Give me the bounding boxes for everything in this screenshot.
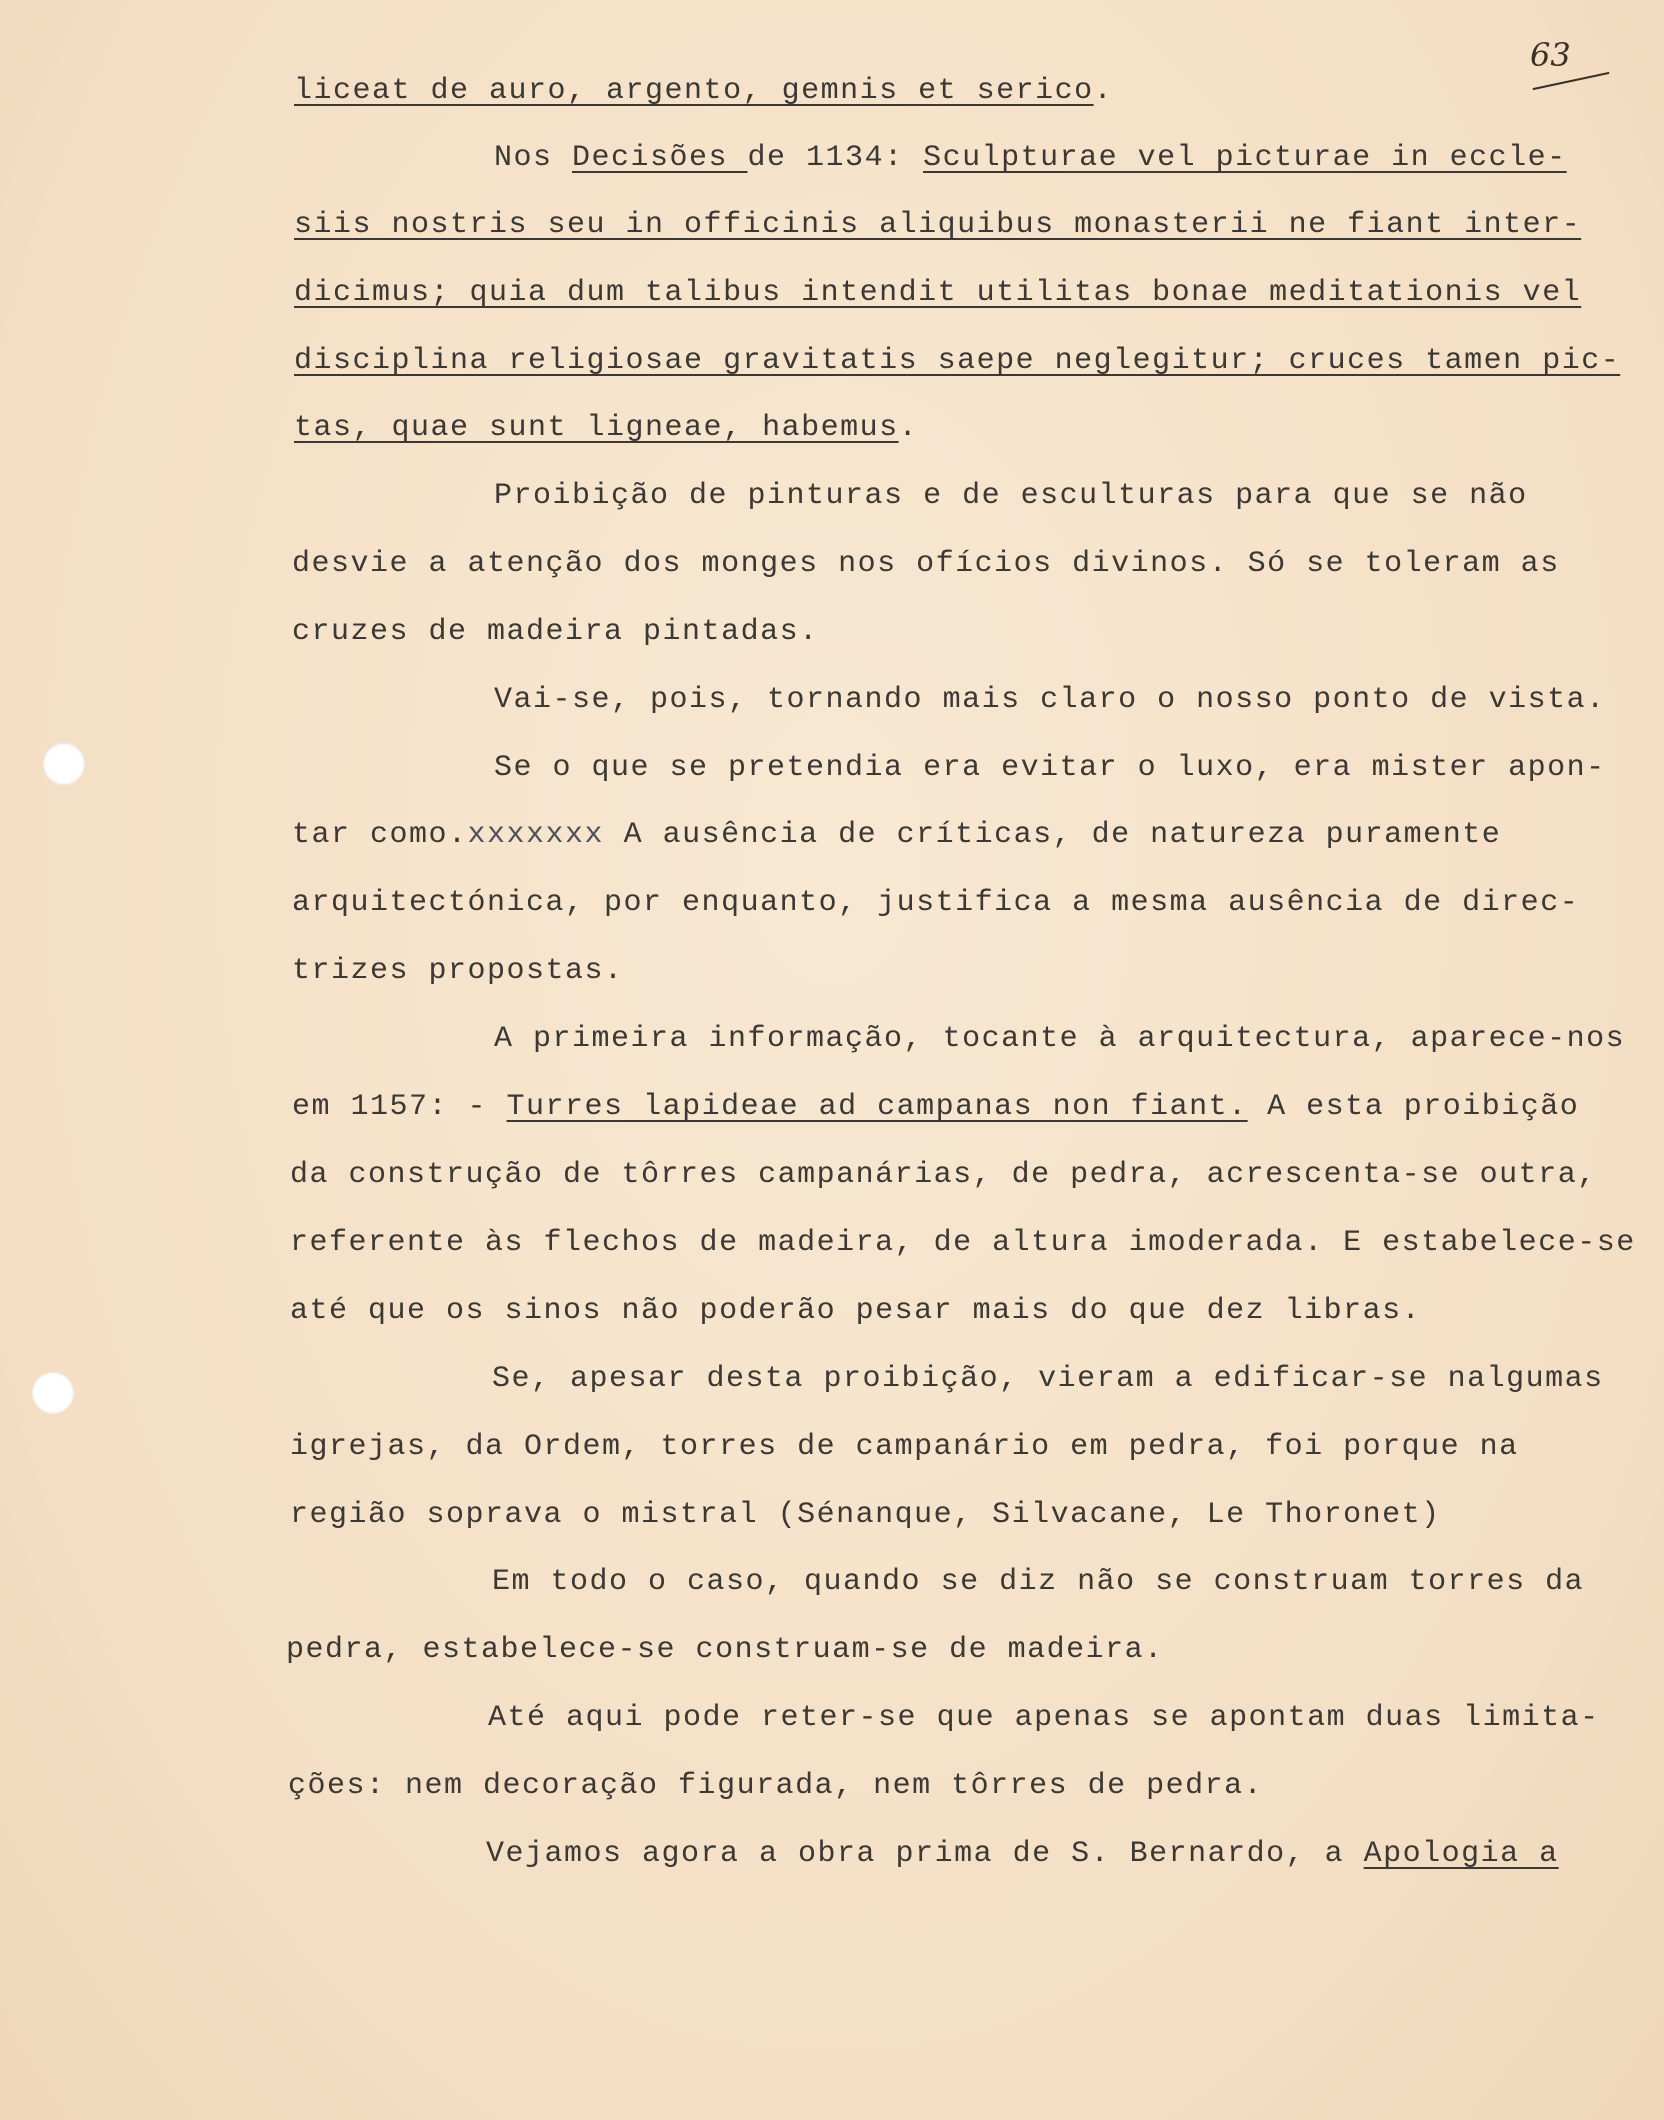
text-segment: pedra, estabelece-se construam-se de madeira. <box>286 1633 1164 1667</box>
text-line <box>292 614 819 650</box>
text-line <box>494 1021 1625 1057</box>
underlined-text: liceat de auro, argento, gemnis et serico <box>294 74 1094 108</box>
text-line <box>294 343 1620 379</box>
underlined-text: Decisões <box>572 141 748 175</box>
text-line <box>492 1564 1584 1600</box>
text-segment: até que os sinos não poderão pesar mais do que dez libras. <box>290 1294 1422 1328</box>
text-line <box>290 1497 1441 1533</box>
text-segment: da construção de tôrres campanárias, de pedra, acrescenta-se outra, <box>290 1158 1597 1192</box>
text-line <box>288 1768 1263 1804</box>
underlined-text: Sculpturae vel picturae in eccle- <box>923 141 1567 175</box>
text-line <box>294 275 1581 311</box>
text-segment: Vai-se, pois, tornando mais claro o nosso ponto de vista. <box>494 683 1606 717</box>
text-line <box>294 73 1113 109</box>
text-line <box>494 478 1528 514</box>
text-line <box>290 1225 1636 1261</box>
page-number-underline <box>1533 72 1610 90</box>
text-segment: . <box>898 411 919 445</box>
text-line <box>292 817 1501 853</box>
text-segment: região soprava o mistral (Sénanque, Silvacane, Le Thoronet) <box>290 1498 1441 1532</box>
underlined-text: tas, quae sunt ligneae, habemus <box>294 411 899 445</box>
text-line <box>290 1429 1519 1465</box>
underlined-text: dicimus; quia dum talibus intendit utilitas bonae meditationis vel <box>294 276 1582 310</box>
text-segment: A esta proibição <box>1247 1090 1580 1124</box>
text-line <box>292 885 1579 921</box>
text-line <box>292 1089 1579 1125</box>
text-segment: Nos <box>494 141 573 175</box>
text-segment: em 1157: - <box>292 1090 507 1124</box>
text-segment: arquitectónica, por enquanto, justifica a mesma ausência de direc- <box>292 886 1580 920</box>
page-number: 63 <box>1530 36 1571 74</box>
text-segment: desvie a atenção dos monges nos ofícios divinos. Só se toleram as <box>292 547 1560 581</box>
text-segment: referente às flechos de madeira, de altura imoderada. E estabelece-se <box>290 1226 1636 1260</box>
text-line <box>486 1836 1559 1872</box>
text-segment: Vejamos agora a obra prima de S. Bernardo, a <box>486 1837 1364 1871</box>
text-segment: ções: nem decoração figurada, nem tôrres de pedra. <box>288 1769 1264 1803</box>
text-segment: A primeira informação, tocante à arquitectura, aparece-nos <box>494 1022 1626 1056</box>
struck-out-text: xxxxxxx <box>467 818 605 852</box>
text-line <box>488 1700 1600 1736</box>
text-segment: de 1134: <box>747 141 924 175</box>
text-line <box>494 682 1606 718</box>
underlined-text: Turres lapideae ad campanas non fiant. <box>506 1090 1248 1124</box>
underlined-text: disciplina religiosae gravitatis saepe neglegitur; cruces tamen pic- <box>294 344 1621 378</box>
text-segment: cruzes de madeira pintadas. <box>292 615 819 649</box>
punch-hole <box>32 1372 74 1414</box>
text-segment: Em todo o caso, quando se diz não se construam torres da <box>492 1565 1585 1599</box>
text-line <box>290 1293 1421 1329</box>
text-line <box>290 1157 1597 1193</box>
text-segment: Proibição de pinturas e de esculturas para que se não <box>494 479 1528 513</box>
text-segment: igrejas, da Ordem, torres de campanário em pedra, foi porque na <box>290 1430 1519 1464</box>
text-segment: Se, apesar desta proibição, vieram a edificar-se nalgumas <box>492 1362 1604 1396</box>
underlined-text: Apologia a <box>1363 1837 1559 1871</box>
text-line <box>292 546 1560 582</box>
text-segment: Até aqui pode reter-se que apenas se apontam duas limita- <box>488 1701 1600 1735</box>
text-line <box>492 1361 1604 1397</box>
underlined-text: siis nostris seu in officinis aliquibus monasterii ne fiant inter- <box>294 208 1582 242</box>
text-line <box>292 953 624 989</box>
text-line <box>294 207 1581 243</box>
text-segment: . <box>1093 74 1114 108</box>
text-segment: A ausência de críticas, de natureza puramente <box>604 818 1502 852</box>
text-line <box>494 750 1606 786</box>
text-line <box>294 410 918 446</box>
punch-hole <box>43 743 85 785</box>
text-line <box>286 1632 1164 1668</box>
text-segment: tar como. <box>292 818 468 852</box>
text-segment: trizes propostas. <box>292 954 624 988</box>
text-line <box>494 140 1567 176</box>
text-segment: Se o que se pretendia era evitar o luxo, era mister apon- <box>494 751 1606 785</box>
